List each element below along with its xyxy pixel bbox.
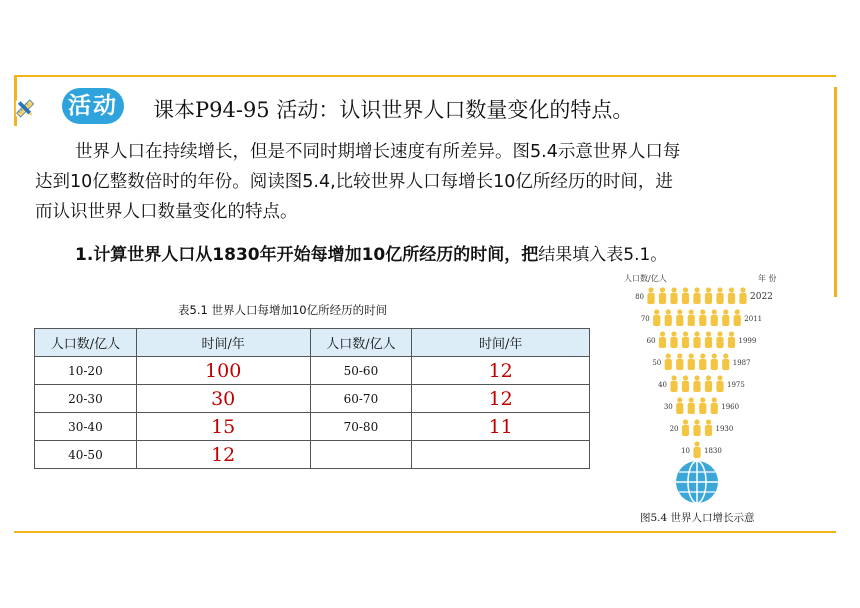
table-row xyxy=(35,357,590,385)
person-icon xyxy=(676,309,683,326)
row-answer: 12 xyxy=(412,357,590,385)
globe-icon xyxy=(676,461,718,503)
activity-badge: 活动 xyxy=(62,88,124,124)
row-answer: 15 xyxy=(136,413,310,441)
person-icon xyxy=(693,375,700,392)
person-icon xyxy=(676,397,683,414)
row-answer xyxy=(412,441,590,469)
level-year-label: 1999 xyxy=(738,337,757,345)
table-caption: 表5.1 世界人口每增加10亿所经历的时间 xyxy=(178,303,388,317)
person-icon xyxy=(682,419,689,436)
row-answer: 12 xyxy=(136,441,310,469)
figure-caption: 图5.4 世界人口增长示意 xyxy=(640,512,755,524)
level-year-label: 1960 xyxy=(721,403,740,411)
person-icon xyxy=(693,331,700,348)
person-icon xyxy=(728,287,735,304)
level-year-label: 2011 xyxy=(744,315,763,323)
top-rule xyxy=(14,75,836,77)
person-icon xyxy=(728,331,735,348)
level-year-label: 1987 xyxy=(732,359,751,367)
figure-x-label: 年 份 xyxy=(758,274,777,283)
row-answer: 11 xyxy=(412,413,590,441)
person-icon xyxy=(716,287,723,304)
level-population-label: 30 xyxy=(663,403,673,411)
intro-line-3: 而认识世界人口数量变化的特点。 xyxy=(35,202,298,222)
level-population-label: 80 xyxy=(635,293,644,301)
population-growth-figure xyxy=(620,270,790,520)
person-icon xyxy=(670,331,677,348)
person-icon xyxy=(665,353,672,370)
level-population-label: 20 xyxy=(669,425,679,433)
person-icon xyxy=(659,331,666,348)
row-answer: 30 xyxy=(136,385,310,413)
level-population-label: 50 xyxy=(652,359,662,367)
header-population-2: 人口数/亿人 xyxy=(310,329,412,357)
header-population-1: 人口数/亿人 xyxy=(35,329,137,357)
person-icon xyxy=(711,309,718,326)
person-icon xyxy=(693,287,700,304)
row-answer: 100 xyxy=(136,357,310,385)
person-icon xyxy=(693,441,700,458)
person-icon xyxy=(693,419,700,436)
person-icon xyxy=(699,353,706,370)
intro-line-2: 达到10亿整数倍时的年份。阅读图5.4,比较世界人口每增长10亿所经历的时间，进 xyxy=(35,172,673,192)
row-answer: 12 xyxy=(412,385,590,413)
task-bold-text: 1.计算世界人口从1830年开始每增加10亿所经历的时间，把 xyxy=(75,245,539,265)
row-range: 50-60 xyxy=(310,357,412,385)
person-icon xyxy=(716,331,723,348)
row-range: 10-20 xyxy=(35,357,137,385)
row-range: 40-50 xyxy=(35,441,137,469)
person-icon xyxy=(705,287,712,304)
header-time-2: 时间/年 xyxy=(412,329,590,357)
person-icon xyxy=(716,375,723,392)
person-icon xyxy=(722,309,729,326)
person-icon xyxy=(688,397,695,414)
ruler-pencil-icon xyxy=(14,86,66,130)
level-year-label: 2022 xyxy=(750,292,773,302)
bottom-rule xyxy=(14,531,836,533)
person-icon xyxy=(711,353,718,370)
person-icon xyxy=(682,331,689,348)
level-population-label: 10 xyxy=(681,447,690,455)
row-range xyxy=(310,441,412,469)
level-population-label: 60 xyxy=(646,337,656,345)
person-icon xyxy=(705,375,712,392)
header-time-1: 时间/年 xyxy=(136,329,310,357)
person-icon xyxy=(665,309,672,326)
person-icon xyxy=(705,331,712,348)
level-year-label: 1830 xyxy=(704,447,722,455)
person-icon xyxy=(653,309,660,326)
level-year-label: 1975 xyxy=(727,381,745,389)
level-population-label: 40 xyxy=(658,381,667,389)
intro-line-1: 世界人口在持续增长，但是不同时期增长速度有所差异。图5.4示意世界人口每 xyxy=(75,142,681,162)
table-row xyxy=(35,441,590,469)
person-icon xyxy=(647,287,654,304)
person-icon xyxy=(699,397,706,414)
person-icon xyxy=(676,353,683,370)
population-table xyxy=(34,328,590,469)
person-icon xyxy=(682,287,689,304)
task-normal-text: 结果填入表5.1。 xyxy=(538,245,668,265)
row-range: 70-80 xyxy=(310,413,412,441)
person-icon xyxy=(711,397,718,414)
person-icon xyxy=(705,419,712,436)
row-range: 30-40 xyxy=(35,413,137,441)
figure-levels xyxy=(635,287,773,458)
person-icon xyxy=(699,309,706,326)
person-icon xyxy=(688,353,695,370)
person-icon xyxy=(670,287,677,304)
table-row xyxy=(35,385,590,413)
person-icon xyxy=(670,375,677,392)
person-icon xyxy=(734,309,741,326)
table-header-row xyxy=(35,329,590,357)
level-year-label: 1930 xyxy=(715,425,734,433)
task-instruction xyxy=(75,240,667,265)
table-row xyxy=(35,413,590,441)
person-icon xyxy=(688,309,695,326)
level-population-label: 70 xyxy=(640,315,650,323)
row-range: 60-70 xyxy=(310,385,412,413)
figure-y-label: 人口数/亿人 xyxy=(624,274,667,283)
person-icon xyxy=(682,375,689,392)
row-range: 20-30 xyxy=(35,385,137,413)
person-icon xyxy=(722,353,729,370)
person-icon xyxy=(739,287,746,304)
activity-title: 课本P94-95 活动：认识世界人口数量变化的特点。 xyxy=(153,98,634,122)
person-icon xyxy=(659,287,666,304)
